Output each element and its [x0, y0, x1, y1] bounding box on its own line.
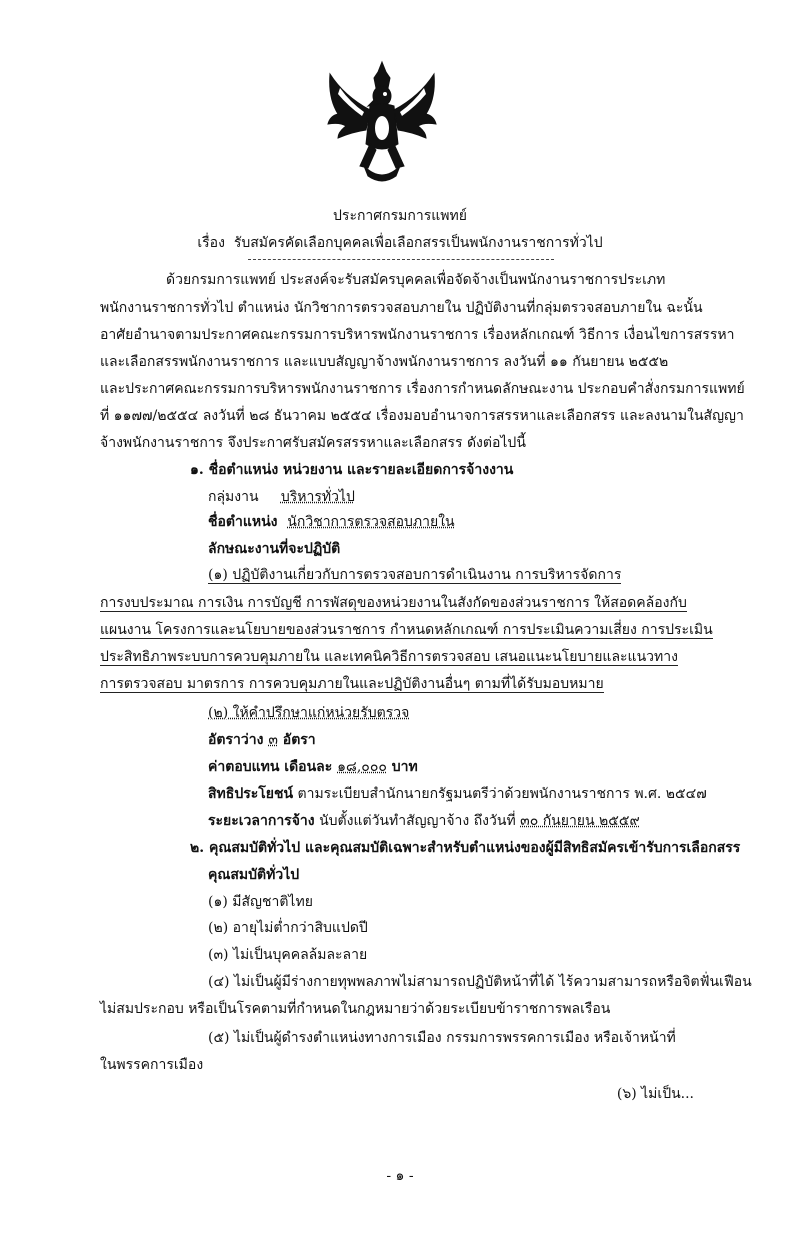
- duty2-line: (๒) ให้คำปรึกษาแก่หน่วยรับตรวจ: [208, 705, 410, 721]
- qualification-item: (๕) ไม่เป็นผู้ดำรงตำแหน่งทางการเมือง กรรมการพรรคการเมือง หรือเจ้าหน้าที่: [208, 1030, 676, 1046]
- pay-value: ๑๘,๐๐๐: [337, 759, 387, 775]
- page-number: - ๑ -: [386, 1168, 414, 1184]
- term-value: ๓๐ กันยายน ๒๕๕๙: [520, 813, 640, 829]
- benefit-text: ตามระเบียบสำนักนายกรัฐมนตรีว่าด้วยพนักงานราชการ พ.ศ. ๒๕๔๗: [297, 786, 707, 802]
- qualification-item: (๔) ไม่เป็นผู้มีร่างกายทุพพลภาพไม่สามารถปฏิบัติหน้าที่ได้ ไร้ความสามารถหรือจิตฟั่นเฟือน: [208, 974, 752, 990]
- section2-heading: ๒. คุณสมบัติทั่วไป และคุณสมบัติเฉพาะสำหรับตำแหน่งของผู้มีสิทธิสมัครเข้ารับการเลือกสรร: [190, 840, 741, 856]
- duty-label: ลักษณะงานที่จะปฏิบัติ: [208, 541, 341, 557]
- duty1-line: การตรวจสอบ มาตรการ การควบคุมภายในและปฏิบัติงานอื่นๆ ตามที่ได้รับมอบหมาย: [100, 676, 604, 692]
- general-qualifications-heading: คุณสมบัติทั่วไป: [208, 867, 300, 883]
- group-row: [208, 487, 355, 507]
- qualification-item: ในพรรคการเมือง: [100, 1057, 204, 1073]
- duty1-line: ประสิทธิภาพระบบการควบคุมภายใน และเทคนิควิธีการตรวจสอบ เสนอแนะนโยบายและแนวทาง: [100, 649, 678, 665]
- duty1-line: (๑) ปฏิบัติงานเกี่ยวกับการตรวจสอบการดำเนินงาน การบริหารจัดการ: [208, 567, 622, 583]
- continuation-text: (๖) ไม่เป็น...: [616, 1086, 694, 1102]
- garuda-emblem: [324, 58, 440, 186]
- intro-line: พนักงานราชการทั่วไป ตำแหน่ง นักวิชาการตรวจสอบภายใน ปฏิบัติงานที่กลุ่มตรวจสอบภายใน ฉะนั้น: [100, 300, 703, 316]
- vacancy-row: [208, 730, 316, 750]
- qualification-item: (๑) มีสัญชาติไทย: [208, 894, 313, 910]
- vacancy-unit: อัตรา: [282, 732, 316, 748]
- position-label: ชื่อตำแหน่ง: [208, 514, 278, 530]
- pay-row: [208, 757, 418, 777]
- benefit-row: [208, 784, 707, 804]
- benefit-label: สิทธิประโยชน์: [208, 786, 294, 802]
- term-row: [208, 811, 640, 831]
- qualification-item: ไม่สมประกอบ หรือเป็นโรคตามที่กำหนดในกฎหมายว่าด้วยระเบียบข้าราชการพลเรือน: [100, 1001, 611, 1017]
- term-label: ระยะเวลาการจ้าง: [208, 813, 315, 829]
- vacancy-value: ๓: [268, 732, 278, 748]
- intro-line: อาศัยอำนาจตามประกาศคณะกรรมการบริหารพนักงานราชการ เรื่องหลักเกณฑ์ วิธีการ เงื่อนไขการสรรหา: [100, 327, 735, 343]
- pay-unit: บาท: [391, 759, 418, 775]
- position-value: นักวิชาการตรวจสอบภายใน: [287, 514, 455, 530]
- vacancy-label: อัตราว่าง: [208, 732, 264, 748]
- intro-line: ที่ ๑๑๗๗/๒๕๕๔ ลงวันที่ ๒๘ ธันวาคม ๒๕๕๔ เรื่องมอบอำนาจการสรรหาและเลือกสรร และลงนามในสัญญา: [100, 408, 744, 424]
- intro-line: ด้วยกรมการแพทย์ ประสงค์จะรับสมัครบุคคลเพื่อจัดจ้างเป็นพนักงานราชการประเภท: [166, 272, 666, 288]
- intro-line: และประกาศคณะกรรมการบริหารพนักงานราชการ เรื่องการกำหนดลักษณะงาน ประกอบคำสั่งกรมการแพทย์: [100, 381, 745, 397]
- subject-text: รับสมัครคัดเลือกบุคคลเพื่อเลือกสรรเป็นพนักงานราชการทั่วไป: [233, 235, 603, 251]
- term-text: นับตั้งแต่วันทำสัญญาจ้าง ถึงวันที่: [319, 813, 516, 829]
- intro-line: และเลือกสรรพนักงานราชการ และแบบสัญญาจ้างพนักงานราชการ ลงวันที่ ๑๑ กันยายน ๒๕๕๒: [100, 354, 669, 370]
- pay-label: ค่าตอบแทน เดือนละ: [208, 759, 333, 775]
- duty1-line: แผนงาน โครงการและนโยบายของส่วนราชการ กำหนดหลักเกณฑ์ การประเมินความเสี่ยง การประเมิน: [100, 622, 713, 638]
- group-label: กลุ่มงาน: [208, 489, 259, 505]
- subject-label: เรื่อง: [197, 235, 225, 251]
- intro-line: จ้างพนักงานราชการ จึงประกาศรับสมัครสรรหาและเลือกสรร ดังต่อไปนี้: [100, 435, 526, 451]
- duty1-line: การงบประมาณ การเงิน การบัญชี การพัสดุของหน่วยงานในสังกัดของส่วนราชการ ให้สอดคล้องกับ: [100, 595, 687, 611]
- announcement-title: ประกาศกรมการแพทย์: [333, 208, 467, 224]
- position-row: [208, 512, 455, 532]
- section1-heading: ๑. ชื่อตำแหน่ง หน่วยงาน และรายละเอียดการจ้างงาน: [190, 462, 514, 478]
- qualification-item: (๓) ไม่เป็นบุคคลล้มละลาย: [208, 947, 368, 963]
- group-value: บริหารทั่วไป: [280, 489, 355, 505]
- qualification-item: (๒) อายุไม่ต่ำกว่าสิบแปดปี: [208, 920, 368, 936]
- subject-line: [0, 232, 800, 254]
- title-divider: [248, 259, 554, 260]
